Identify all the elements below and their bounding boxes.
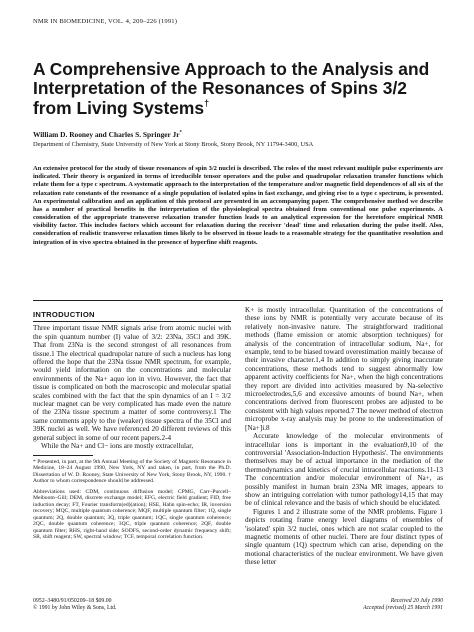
- intro-paragraph-1: Three important tissue NMR signals arise from atomic nuclei with the spin quantum number (I) value of 3/2: 23Na, 35Cl and 39K. That from 23Na is the second strongest of all resonances from tissue.1 The electrical quadrupolar nature of such a nucleus has long offered the hope that the 23Na tissue NMR spectrum, for example, would yield information on the concentrations and molecular environments of the Na+ aquo ion in vivo. However, the fact that tissue is complicated on both the macroscopic and molecular spatial scales combined with the fact that the spin dynamics of an I = 3/2 nuclear magnet can be very complicated has made even the nature of the 23Na tissue spectrum a matter of some controversy.1 The same comments apply to the (weaker) tissue spectra of the 35Cl and 39K nuclei as well. We have referenced 20 different reviews of this general subject in some of our recent papers.2-4: [33, 324, 231, 442]
- footnote-divider: [33, 455, 93, 456]
- copyright: © 1991 by John Wiley & Sons, Ltd.: [33, 605, 117, 611]
- right-paragraph-3: Figures 1 and 2 illustrate some of the NMR problems. Figure 1 depicts rotating frame energy level diagrams of ensembles of 'isolated' spin 3/2 nuclei, ones which are not scalar coupled to the magnetic moments of other nuclei. There are four distinct types of single quantum (1Q) spectrum which can arise, depending on the motional characteristics of the nuclear environment. We have given these letter: [245, 507, 443, 567]
- publisher-code: 0952–3480/91/050209–18 $09.00: [33, 598, 112, 604]
- intro-paragraph-2: While the Na+ and Cl− ions are mostly extracellular,: [41, 442, 194, 451]
- section-heading-introduction: INTRODUCTION: [33, 311, 231, 322]
- author-footnote-mark: *: [179, 130, 183, 136]
- abstract: An extensive protocol for the study of tissue resonances of spin 3/2 nuclei is described. The roles of the most relevant multiple pulse experiments are indicated. Their theory is organized in terms of irreducible tensor operators and the pulse and quadrupolar relaxation transfer functions which relate them for a type c spectrum. A systematic approach to the interpretation of the temperature and/or magnetic field dependences of all six of the relaxation rate constants of the resonance of a single population of isolated spins in fast exchange, and giving rise to a type c spectrum, is presented. An experimental calibration and an application of this protocol are presented in an accompanying paper. The comprehensive method we describe has a number of practical benefits in the interpretation of the physiological spectra obtained from conventional one pulse experiments. A consideration of the appropriate transverse relaxation transfer function leads to an analytical expression for the heretofore empirical NMR visibility factor. This includes factors which account for relaxation during the receiver 'dead' time and relaxation during the pulse itself. Also, consideration of realistic transverse relaxation times likely to be observed in tissue leads to a reasonable strategy for the quantitative resolution and integration of in vivo spectra obtained in the presence of hyperfine shift reagents.: [33, 165, 443, 246]
- left-column: [33, 311, 231, 541]
- article-title: [33, 60, 443, 118]
- author-line: [33, 130, 443, 139]
- accepted-date: Accepted (revised) 25 March 1991: [362, 605, 443, 611]
- footnote: * Presented, in part, at the 9th Annual Meeting of the Society of Magnetic Resonance in Medicine, 18–24 August 1990, New York, NY and taken, in part, from the Ph.D. Dissertation of W. D. Rooney, State University of New York, Stony Brook, NY, 1990. † Author to whom correspondence should be addressed.: [33, 458, 231, 485]
- dates-info: [363, 598, 443, 612]
- right-paragraph-1: K+ is mostly intracellular. Quantitation of the concentrations of these ions by NMR is potentially very accurate because of its relatively non-invasive nature. The straightforward traditional methods (flame emission or atomic absorption techniques) for analysis of the concentration of intracellular sodium, Na+, for example, tend to be biased toward overestimation mainly because of their invasive character.1,4 In addition to simply giving inaccurate concentrations, these methods tend to suggest abnormally low apparent activity coefficients for Na+, when the high concentrations they report are divided into activities measured by Na-selective microelectrodes,5,6 and excessive amounts of bound Na+, when concentrations derived from fluorescent probes are adjusted to be consistent with high values reported.7 The newer method of electron microprobe x-ray analysis may be prone to the underestimation of [Na+]i.8: [245, 306, 443, 432]
- right-paragraph-2: Accurate knowledge of the molecular environments of intracellular ions is important in the evaluation9,10 of the controversial 'Association-Induction Hypothesis'. The environments themselves may be of actual importance in the mediation of the thermodynamics and kinetics of crucial intracellular reactions.11-13 The concentration and/or molecular environment of Na+, as possibly manifest in human brain 23Na MR images, appears to show an intriguing correlation with tumor pathology14,15 that may be of clinical relevance and the basis of which should be elucidated.: [245, 432, 443, 508]
- running-head: NMR IN BIOMEDICINE, VOL. 4, 209–226 (1991): [33, 18, 178, 25]
- abstract-divider: [33, 300, 443, 301]
- abbreviations: Abbreviations used: CDM, continuous diffusion model; CPMG, Carr–Purcell–Meiboom–Gill; DEM, discrete exchange model; EFG, electric field gradient; FID, free induction decay; FT, Fourier transform(ed)(ation); HSE, Hahn spin-echo; IR, inversion recovery; MQC, multiple quantum coherence; MQF, multiple quantum filter; 1Q, single quantum; 2Q, double quantum; 3Q, triple quantum; 1QC, single quantum coherence; 2QC, double quantum coherence; 3QC, triple quantum coherence; 2QF, double quantum filter; RHS, right-hand side; SODFS, second-order dynamic frequency shift; SR, shift reagent; SW, spectral window; TCF, temporal correlation function.: [33, 488, 231, 541]
- publisher-info: [33, 598, 116, 612]
- affiliation: Department of Chemistry, State University of New York at Stony Brook, Stony Brook, NY 11794-3400, USA: [33, 141, 314, 148]
- right-column: [245, 306, 443, 567]
- received-date: Received 20 July 1990: [390, 598, 443, 604]
- article-title-text: A Comprehensive Approach to the Analysis and Interpretation of the Resonances of Spins 3/2 from Living Systems: [33, 59, 430, 118]
- author-names: William D. Rooney and Charles S. Springer Jr: [33, 130, 180, 139]
- title-footnote-mark: †: [204, 97, 210, 108]
